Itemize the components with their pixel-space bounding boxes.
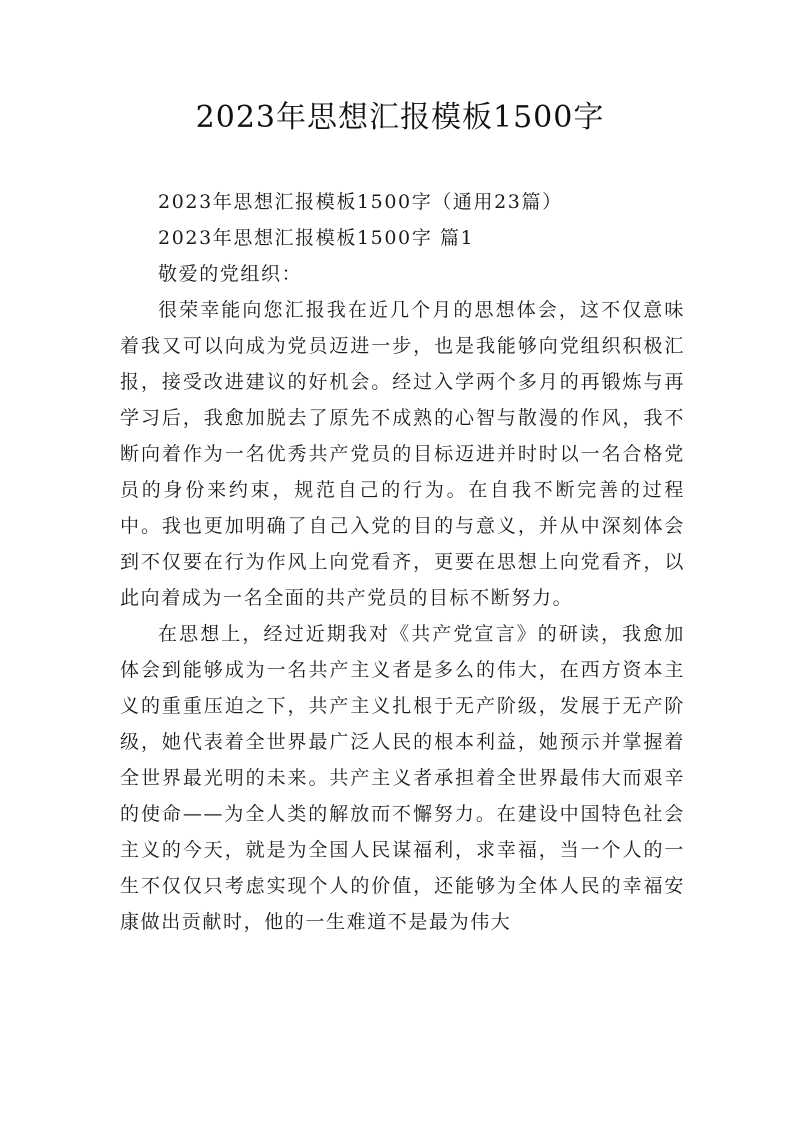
body-paragraph: 很荣幸能向您汇报我在近几个月的思想体会，这不仅意味着我又可以向成为党员迈进一步，也是我能够向党组织积极汇报，接受改进建议的好机会。经过入学两个多月的再锻炼与再学习后，我愈加脱去了原先不成熟的心智与散漫的作风，我不断向着作为一名优秀共产党员的目标迈进并时时以一名合格党员的身份来约束，规范自己的行为。在自我不断完善的过程中。我也更加明确了自己入党的目的与意义，并从中深刻体会到不仅要在行为作风上向党看齐，更要在思想上向党看齐，以此向着成为一名全面的共产党员的目标不断努力。: [120, 299, 685, 609]
document-subtitle: 2023年思想汇报模板1500字（通用23篇）: [158, 191, 563, 213]
document-title: 2023年思想汇报模板1500字: [195, 100, 605, 135]
salutation: 敬爱的党组织：: [158, 263, 303, 285]
document-body: [120, 184, 685, 940]
section-heading: 2023年思想汇报模板1500字 篇1: [158, 227, 475, 249]
body-paragraph: 在思想上，经过近期我对《共产党宣言》的研读，我愈加体会到能够成为一名共产主义者是多么的伟大，在西方资本主义的重重压迫之下，共产主义扎根于无产阶级，发展于无产阶级，她代表着全世界最广泛人民的根本利益，她预示并掌握着全世界最光明的未来。共产主义者承担着全世界最伟大而艰辛的使命——为全人类的解放而不懈努力。在建设中国特色社会主义的今天，就是为全国人民谋福利，求幸福，当一个人的一生不仅仅只考虑实现个人的价值，还能够为全体人民的幸福安康做出贡献时，他的一生难道不是最为伟大: [120, 623, 685, 933]
